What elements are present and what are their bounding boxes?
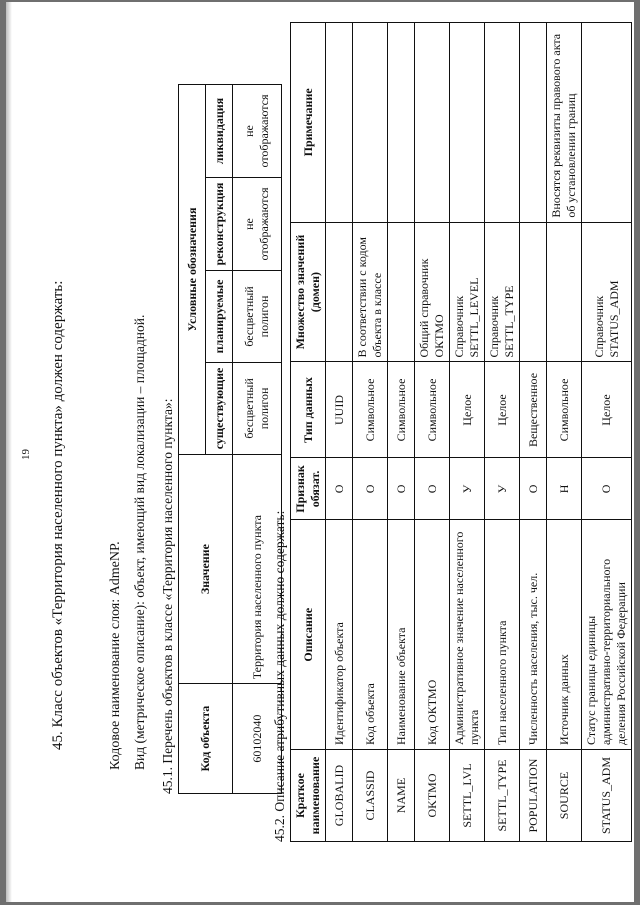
header-short: Краткое наименование <box>291 750 326 842</box>
cell-short: SOURCE <box>547 750 582 842</box>
table-row <box>353 23 388 842</box>
cell-description: Численность населения, тыс. чел. <box>520 520 547 750</box>
cell-type: Целое <box>582 362 632 458</box>
header-required: Признак обязат. <box>291 458 326 520</box>
header-type: Тип данных <box>291 362 326 458</box>
cell-note <box>485 23 520 223</box>
objects-table <box>178 84 282 794</box>
cell-short: NAME <box>388 750 415 842</box>
cell-domain <box>520 222 547 362</box>
cell-type: Символьное <box>547 362 582 458</box>
header-note: Примечание <box>291 23 326 223</box>
cell-short: SETTL_TYPE <box>485 750 520 842</box>
cell-domain <box>326 222 353 362</box>
cell-existing: бесцветный полигон <box>233 362 282 454</box>
cell-description: Административное значение населенного пункта <box>450 520 485 750</box>
cell-type: UUID <box>326 362 353 458</box>
cell-note: Вносятся реквизиты правового акта об установлении границ <box>547 23 582 223</box>
cell-short: STATUS_ADM <box>582 750 632 842</box>
cell-liquidation: не отображаются <box>233 85 282 178</box>
cell-description: Источник данных <box>547 520 582 750</box>
cell-description: Идентификатор объекта <box>326 520 353 750</box>
cell-note <box>326 23 353 223</box>
cell-description: Наименование объекта <box>388 520 415 750</box>
cell-required: О <box>415 458 450 520</box>
cell-reconstruction: не отображаются <box>233 178 282 271</box>
header-domain: Множество значений (домен) <box>291 222 326 362</box>
page-number: 19 <box>20 449 32 460</box>
cell-required: О <box>353 458 388 520</box>
cell-note <box>388 23 415 223</box>
cell-required: О <box>388 458 415 520</box>
cell-type: Символьное <box>388 362 415 458</box>
cell-description: Тип населенного пункта <box>485 520 520 750</box>
cell-planned: бесцветный полигон <box>233 270 282 362</box>
cell-required: О <box>520 458 547 520</box>
cell-description: Код объекта <box>353 520 388 750</box>
cell-value: Территория населенного пункта <box>233 454 282 683</box>
cell-note <box>415 23 450 223</box>
subsection-title-1: 45.1. Перечень объектов в классе «Территория населенного пункта»: <box>160 398 175 794</box>
section-heading: 45. Класс объектов «Территория населенного пункта» должен содержать: <box>50 280 66 750</box>
cell-domain: Общий справочник ОКТМО <box>415 222 450 362</box>
table-row <box>326 23 353 842</box>
header-symbols: Условные обозначения <box>179 85 206 455</box>
cell-type: Символьное <box>353 362 388 458</box>
cell-short: GLOBALID <box>326 750 353 842</box>
table-row <box>485 23 520 842</box>
header-value: Значение <box>179 454 233 683</box>
table-row <box>388 23 415 842</box>
table-row <box>415 23 450 842</box>
header-reconstruction: реконструкция <box>206 178 233 271</box>
cell-required: О <box>582 458 632 520</box>
cell-short: POPULATION <box>520 750 547 842</box>
cell-type: Символьное <box>415 362 450 458</box>
cell-domain: Справочник SETTL_LEVEL <box>450 222 485 362</box>
table-row <box>547 23 582 842</box>
metric-description-line: Вид (метрическое описание): объект, имеющий вид локализации – площадной. <box>132 314 147 770</box>
cell-short: CLASSID <box>353 750 388 842</box>
cell-short: OKTMO <box>415 750 450 842</box>
layer-code-line: Кодовое наименование слоя: AdmeNP. <box>108 541 123 770</box>
cell-required: У <box>450 458 485 520</box>
header-existing: существующие <box>206 362 233 454</box>
cell-description: Статус границы единицы административно-территориального деления Российской Федерации <box>582 520 632 750</box>
cell-code: 60102040 <box>233 684 282 794</box>
header-description: Описание <box>291 520 326 750</box>
table-row <box>450 23 485 842</box>
table-row <box>520 23 547 842</box>
cell-short: SETTL_LVL <box>450 750 485 842</box>
cell-required: О <box>326 458 353 520</box>
cell-note <box>520 23 547 223</box>
cell-note <box>450 23 485 223</box>
cell-required: Н <box>547 458 582 520</box>
attributes-table <box>290 22 632 842</box>
cell-type: Целое <box>485 362 520 458</box>
cell-note <box>353 23 388 223</box>
subsection-title-2: 45.2. Описание атрибутивных данных должно содержать: <box>272 510 287 842</box>
cell-domain: В соответствии с кодом объекта в классе <box>353 222 388 362</box>
cell-domain: Справочник STATUS_ADM <box>582 222 632 362</box>
header-liquidation: ликвидация <box>206 85 233 178</box>
cell-domain <box>388 222 415 362</box>
header-code: Код объекта <box>179 684 233 794</box>
cell-type: Целое <box>450 362 485 458</box>
header-planned: планируемые <box>206 270 233 362</box>
cell-domain <box>547 222 582 362</box>
cell-note <box>582 23 632 223</box>
rotated-content <box>10 20 630 880</box>
cell-required: У <box>485 458 520 520</box>
table-row <box>582 23 632 842</box>
cell-domain: Справочник SETTL_TYPE <box>485 222 520 362</box>
cell-type: Вещественное <box>520 362 547 458</box>
cell-description: Код ОКТМО <box>415 520 450 750</box>
